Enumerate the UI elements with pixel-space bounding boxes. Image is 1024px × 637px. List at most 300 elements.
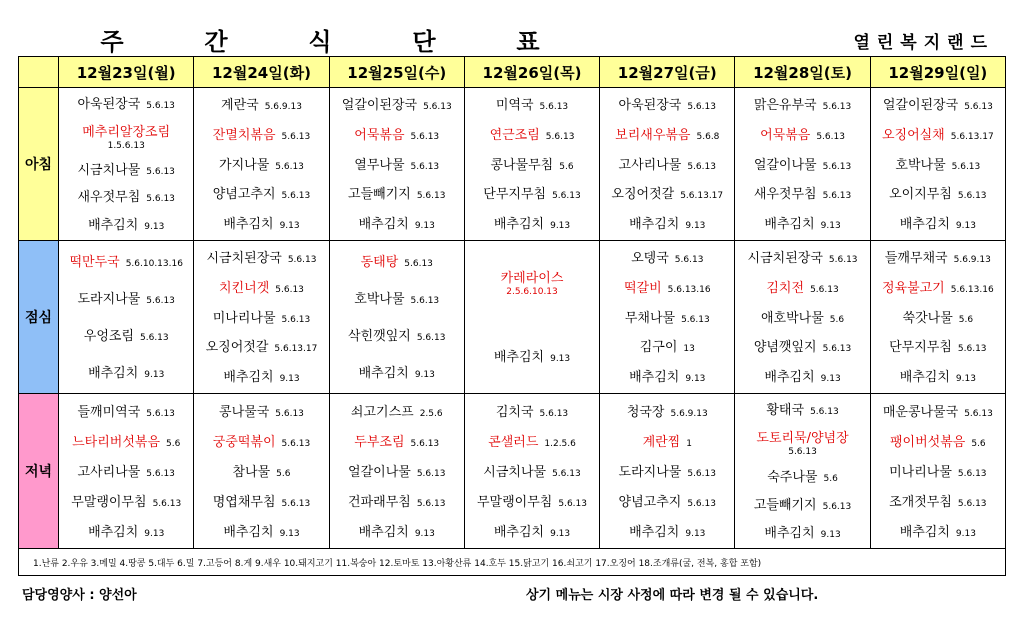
allergen-codes: 9.13 [279, 220, 300, 231]
menu-item [330, 402, 464, 421]
menu-item [735, 367, 869, 386]
menu-item [59, 492, 193, 511]
allergen-codes: 5.6.8 [696, 131, 720, 142]
menu-item [59, 94, 193, 113]
menu-item [194, 214, 328, 233]
dish-name: 정육불고기 [881, 280, 945, 296]
dish-name: 오징어실채 [881, 127, 945, 143]
allergen-codes: 5.6.13 [281, 191, 311, 202]
menu-item [330, 155, 464, 174]
menu-item [600, 367, 734, 386]
allergen-codes: 5.6.13 [828, 255, 858, 266]
allergen-codes: 5.6.13 [146, 468, 175, 479]
menu-cell [464, 394, 599, 549]
allergen-codes: 5.6.13.17 [950, 131, 994, 142]
dish-name: 양념고추지 [618, 494, 682, 510]
allergen-codes: 9.13 [414, 220, 435, 231]
menu-cell [735, 394, 870, 549]
dish-name: 고들빼기지 [348, 187, 411, 203]
dish-name: 얼갈이나물 [753, 157, 817, 173]
dish-name: 배추김치 [358, 366, 409, 382]
dish-name: 배추김치 [358, 524, 409, 540]
menu-item [871, 522, 1005, 541]
meal-label: 아침 [19, 88, 59, 241]
dish-name: 김치전 [766, 280, 805, 296]
menu-item-list [59, 241, 193, 393]
allergen-codes: 5.6.13 [687, 161, 716, 172]
allergen-codes: 9.13 [820, 529, 841, 540]
allergen-codes: 9.13 [685, 373, 706, 384]
menu-item [600, 248, 734, 267]
allergen-codes: 5.6.9.13 [670, 408, 708, 419]
menu-cell [464, 88, 599, 241]
dish-name: 배추김치 [629, 216, 680, 232]
dish-name: 양념고추지 [212, 187, 276, 203]
menu-item [735, 95, 869, 114]
menu-cell [600, 241, 735, 394]
meal-label: 점심 [19, 241, 59, 394]
dish-name: 계란국 [221, 98, 259, 114]
allergen-codes: 5.6.13 [810, 284, 839, 295]
dish-name: 오뎅국 [631, 251, 669, 267]
allergen-codes: 5.6.13 [957, 468, 987, 479]
allergen-codes: 1.5.6.13 [107, 140, 145, 151]
allergen-codes: 5.6.9.13 [953, 255, 991, 266]
allergen-codes: 5.6.13 [404, 259, 433, 270]
dish-name: 아욱된장국 [77, 97, 141, 113]
menu-item [600, 308, 734, 327]
dish-name: 얼갈이된장국 [341, 98, 418, 114]
menu-item [735, 155, 869, 174]
allergen-codes: 5.6.13 [822, 344, 852, 355]
menu-item [330, 522, 464, 541]
menu-item [330, 432, 464, 451]
menu-item-list [194, 241, 328, 393]
menu-item [194, 278, 328, 297]
dish-name: 콩나물무침 [490, 157, 554, 173]
allergen-codes: 5.6.13 [416, 333, 446, 344]
menu-item [465, 432, 599, 451]
allergen-legend-row [19, 549, 1006, 576]
dish-name: 명엽채무침 [212, 494, 276, 510]
allergen-codes: 5.6.13 [410, 296, 440, 307]
menu-item [735, 214, 869, 233]
allergen-codes: 5.6.13 [810, 407, 839, 418]
menu-item-list [735, 394, 869, 548]
menu-item-list [465, 88, 599, 240]
menu-cell [735, 241, 870, 394]
menu-item [735, 428, 869, 457]
dish-name: 어묵볶음 [760, 127, 811, 143]
dish-name: 콩나물국 [219, 404, 270, 420]
menu-item [194, 95, 328, 114]
page-title [60, 22, 580, 56]
day-header: 12월24일(화) [194, 57, 329, 88]
menu-item [330, 95, 464, 114]
weekly-menu-table [18, 56, 1006, 576]
menu-item [871, 95, 1005, 114]
menu-item [600, 522, 734, 541]
allergen-codes: 9.13 [955, 528, 976, 539]
allergen-codes: 9.13 [550, 220, 571, 231]
dish-name: 배추김치 [629, 524, 680, 540]
allergen-codes: 5.6.13 [822, 501, 852, 512]
menu-item [59, 215, 193, 234]
menu-item [735, 125, 869, 144]
dish-name: 시금치나물 [77, 162, 141, 178]
dish-name: 두부조림 [354, 434, 405, 450]
menu-item [871, 155, 1005, 174]
menu-item [871, 367, 1005, 386]
dish-name: 시금치된장국 [206, 251, 282, 267]
allergen-codes: 1.2.5.6 [544, 438, 576, 449]
menu-item [600, 278, 734, 297]
dish-name: 미역국 [495, 98, 534, 114]
allergen-codes: 5.6.13 [281, 498, 311, 509]
dish-name: 카레라이스 [500, 270, 564, 286]
dish-name: 배추김치 [764, 525, 815, 541]
allergen-codes: 9.13 [685, 220, 706, 231]
menu-item [59, 326, 193, 345]
allergen-codes: 9.13 [279, 528, 300, 539]
allergen-codes: 5.6.13 [281, 438, 311, 449]
menu-item [194, 462, 328, 481]
dish-name: 시금치된장국 [747, 251, 823, 267]
dish-name: 배추김치 [899, 369, 950, 385]
allergen-legend: 1.난류 2.우유 3.메밀 4.땅콩 5.대두 6.밀 7.고등어 8.게 9.새우 10.돼지고기 11.복숭아 12.토마토 13.아황산류 14.호두 15.닭고기 16.쇠고기 17.오징어 18.조개류(굴, 전복, 홍합 포함) [19, 549, 1006, 576]
menu-item [465, 125, 599, 144]
menu-item-list [194, 394, 328, 548]
menu-item [600, 95, 734, 114]
dish-name: 배추김치 [493, 350, 545, 366]
menu-item [735, 278, 869, 297]
menu-item [871, 337, 1005, 356]
menu-item [871, 278, 1005, 297]
dish-name: 아욱된장국 [618, 98, 682, 114]
menu-cell [870, 394, 1005, 549]
menu-item [735, 495, 869, 514]
menu-item [59, 432, 193, 451]
menu-item [600, 337, 734, 356]
title-char: 단 [412, 28, 436, 56]
allergen-codes: 9.13 [820, 220, 841, 231]
menu-item [330, 214, 464, 233]
dish-name: 메추리알장조림 [82, 124, 171, 140]
allergen-codes: 5.6.13 [146, 296, 175, 307]
meal-label: 저녁 [19, 394, 59, 549]
menu-item [871, 462, 1005, 481]
menu-item [600, 184, 734, 203]
meal-row [19, 241, 1006, 394]
allergen-codes: 5.6 [559, 161, 574, 172]
day-header: 12월26일(목) [464, 57, 599, 88]
dish-name: 삭힌깻잎지 [348, 329, 411, 345]
allergen-codes: 5.6.13 [687, 498, 716, 509]
menu-item [59, 522, 193, 541]
allergen-codes: 5.6.13.16 [667, 284, 711, 295]
allergen-codes: 5.6.13 [275, 284, 304, 295]
dish-name: 호박나물 [354, 292, 405, 308]
menu-item [330, 462, 464, 481]
dish-name: 맑은유부국 [753, 98, 817, 114]
allergen-codes: 9.13 [144, 221, 165, 232]
menu-item-list [871, 241, 1005, 393]
dish-name: 김치국 [495, 404, 534, 420]
menu-item [194, 492, 328, 511]
dish-name: 쇠고기스프 [350, 404, 414, 420]
allergen-codes: 5.6.10.13.16 [125, 259, 183, 270]
dish-name: 콘샐러드 [488, 434, 539, 450]
dish-name: 미나리나물 [212, 310, 276, 326]
menu-cell [329, 394, 464, 549]
dish-name: 얼갈이나물 [348, 464, 411, 480]
allergen-codes: 5.6 [971, 438, 986, 449]
allergen-codes: 5.6.13 [822, 161, 852, 172]
dish-name: 열무나물 [354, 157, 405, 173]
menu-item [465, 268, 599, 297]
dish-name: 배추김치 [88, 366, 139, 382]
allergen-codes: 5.6.13 [410, 161, 440, 172]
allergen-codes: 5.6.13 [674, 255, 704, 266]
menu-item [871, 248, 1005, 267]
dish-name: 고사리나물 [618, 157, 682, 173]
allergen-codes: 5.6.13 [146, 408, 175, 419]
menu-item [871, 402, 1005, 421]
allergen-codes: 5.6.13 [552, 191, 581, 202]
menu-item [735, 523, 869, 542]
dish-name: 우엉조림 [83, 329, 134, 345]
allergen-codes: 5.6 [829, 314, 845, 325]
day-header: 12월23일(월) [59, 57, 194, 88]
menu-change-notice: 상기 메뉴는 시장 사정에 따라 변경 될 수 있습니다. [526, 588, 819, 603]
menu-item [600, 155, 734, 174]
allergen-codes: 2.5.6.10.13 [506, 286, 558, 297]
menu-cell [59, 394, 194, 549]
menu-item [330, 326, 464, 345]
allergen-codes: 5.6.13 [681, 314, 710, 325]
dish-name: 얼갈이된장국 [882, 98, 959, 114]
dish-name: 궁중떡볶이 [212, 434, 276, 450]
allergen-codes: 5.6.13 [423, 102, 452, 113]
title-char: 표 [516, 28, 540, 56]
dish-name: 잔멸치볶음 [212, 127, 276, 143]
dish-name: 새우젓무침 [77, 190, 141, 206]
menu-cell [600, 394, 735, 549]
menu-item-list [330, 241, 464, 393]
dish-name: 배추김치 [899, 216, 950, 232]
menu-item [600, 462, 734, 481]
allergen-codes: 5.6.13 [416, 191, 446, 202]
allergen-codes: 9.13 [955, 373, 976, 384]
allergen-codes: 5.6.13 [545, 131, 575, 142]
dish-name: 떡만두국 [69, 255, 120, 271]
menu-item [194, 155, 328, 174]
dish-name: 떡갈비 [623, 280, 662, 296]
menu-item [194, 367, 328, 386]
dish-name: 호박나물 [895, 157, 946, 173]
dish-name: 오이지무침 [889, 187, 952, 203]
allergen-codes: 5.6.13 [788, 447, 817, 458]
allergen-codes: 5.6.13 [957, 344, 987, 355]
title-char: 간 [204, 28, 228, 56]
menu-item [735, 337, 869, 356]
menu-item-list [600, 241, 734, 393]
allergen-codes: 9.13 [414, 528, 435, 539]
menu-item [59, 462, 193, 481]
menu-item [330, 492, 464, 511]
menu-item-list [871, 394, 1005, 548]
allergen-codes: 9.13 [820, 373, 841, 384]
dish-name: 황태국 [766, 403, 805, 419]
menu-cell [600, 88, 735, 241]
menu-item-list [194, 88, 328, 240]
allergen-codes: 9.13 [144, 370, 165, 381]
dish-name: 배추김치 [88, 217, 139, 233]
allergen-codes: 5.6.13 [146, 194, 175, 205]
dish-name: 배추김치 [223, 524, 274, 540]
menu-item [194, 248, 328, 267]
dish-name: 조개젓무침 [889, 494, 952, 510]
dish-name: 배추김치 [899, 524, 950, 540]
allergen-codes: 5.6.13.17 [274, 344, 318, 355]
menu-item [871, 214, 1005, 233]
menu-item [735, 467, 869, 486]
dietitian-label: 담당영양사 : 양선아 [22, 588, 137, 603]
dish-name: 시금치나물 [483, 464, 547, 480]
allergen-codes: 5.6.13 [951, 161, 981, 172]
menu-cell [194, 241, 329, 394]
allergen-codes: 5.6.13 [140, 333, 169, 344]
menu-item [465, 347, 599, 366]
corner-cell [19, 57, 59, 88]
dish-name: 무말랭이무침 [71, 494, 147, 510]
day-header: 12월28일(토) [735, 57, 870, 88]
menu-item-list [600, 88, 734, 240]
dish-name: 배추김치 [88, 524, 139, 540]
day-header: 12월29일(일) [870, 57, 1005, 88]
allergen-codes: 5.6.13 [964, 102, 993, 113]
menu-item [194, 432, 328, 451]
dish-name: 고사리나물 [77, 464, 141, 480]
menu-item [871, 432, 1005, 451]
allergen-codes: 9.13 [414, 370, 435, 381]
dish-name: 오징어젓갈 [205, 340, 269, 356]
dish-name: 김구이 [639, 340, 678, 356]
allergen-codes: 5.6.13.17 [680, 191, 724, 202]
menu-cell [870, 241, 1005, 394]
dish-name: 고들빼기지 [753, 497, 817, 513]
dish-name: 들깨미역국 [77, 404, 141, 420]
menu-item-list [871, 88, 1005, 240]
dish-name: 배추김치 [223, 369, 274, 385]
dish-name: 들깨무채국 [884, 251, 948, 267]
menu-item [330, 289, 464, 308]
menu-item [600, 492, 734, 511]
dish-name: 도라지나물 [618, 464, 682, 480]
menu-item-list [465, 241, 599, 393]
dish-name: 팽이버섯볶음 [889, 434, 966, 450]
menu-cell [59, 88, 194, 241]
allergen-codes: 5.6 [276, 468, 291, 479]
menu-cell [59, 241, 194, 394]
allergen-codes: 5.6.13 [558, 498, 587, 509]
dish-name: 도토리묵/양념장 [756, 431, 849, 447]
allergen-codes: 5.6.9.13 [264, 102, 302, 113]
menu-item [465, 402, 599, 421]
menu-item-list [735, 88, 869, 240]
meal-row [19, 88, 1006, 241]
menu-item [194, 125, 328, 144]
allergen-codes: 5.6.13 [281, 314, 311, 325]
menu-item [330, 184, 464, 203]
menu-item [59, 252, 193, 271]
dish-name: 배추김치 [493, 524, 545, 540]
allergen-codes: 9.13 [144, 528, 165, 539]
menu-cell [194, 88, 329, 241]
menu-item [465, 184, 599, 203]
allergen-codes: 5.6.13 [687, 468, 716, 479]
allergen-codes: 5.6.13 [822, 102, 852, 113]
menu-cell [329, 241, 464, 394]
allergen-codes: 5.6.13 [539, 102, 569, 113]
menu-item [600, 402, 734, 421]
menu-item [871, 125, 1005, 144]
title-char: 식 [308, 28, 332, 56]
menu-item [600, 125, 734, 144]
menu-item [465, 214, 599, 233]
allergen-codes: 5.6.13 [822, 191, 852, 202]
allergen-codes: 5.6.13 [416, 468, 446, 479]
menu-item [59, 187, 193, 206]
dish-name: 가지나물 [219, 157, 270, 173]
allergen-codes: 5.6 [823, 473, 838, 484]
allergen-codes: 5.6.13 [287, 255, 317, 266]
menu-item [600, 432, 734, 451]
menu-item [59, 122, 193, 151]
dish-name: 계란찜 [642, 434, 681, 450]
dish-name: 건파래무침 [348, 494, 411, 510]
menu-item [330, 363, 464, 382]
dish-name: 동태탕 [360, 255, 399, 271]
allergen-codes: 9.13 [955, 220, 976, 231]
menu-item [59, 289, 193, 308]
dish-name: 보리새우볶음 [615, 127, 691, 143]
allergen-codes: 5.6.13 [152, 498, 182, 509]
dish-name: 배추김치 [629, 369, 680, 385]
menu-item [330, 252, 464, 271]
dish-name: 매운콩나물국 [882, 404, 959, 420]
allergen-codes: 5.6.13 [410, 438, 440, 449]
dish-name: 청국장 [626, 404, 665, 420]
allergen-codes: 2.5.6 [419, 408, 443, 419]
menu-item [465, 522, 599, 541]
allergen-codes: 5.6.13 [275, 408, 304, 419]
menu-item [194, 522, 328, 541]
allergen-codes: 5.6.13 [687, 102, 716, 113]
menu-cell [194, 394, 329, 549]
allergen-codes: 5.6.13 [146, 166, 175, 177]
menu-item [735, 400, 869, 419]
menu-item [871, 492, 1005, 511]
meal-row [19, 394, 1006, 549]
allergen-codes: 9.13 [279, 373, 300, 384]
menu-cell [870, 88, 1005, 241]
dish-name: 무말랭이무침 [477, 494, 553, 510]
allergen-codes: 5.6.13 [539, 408, 569, 419]
dish-name: 연근조림 [489, 127, 540, 143]
allergen-codes: 5.6.13 [410, 131, 440, 142]
menu-item-list [465, 394, 599, 548]
